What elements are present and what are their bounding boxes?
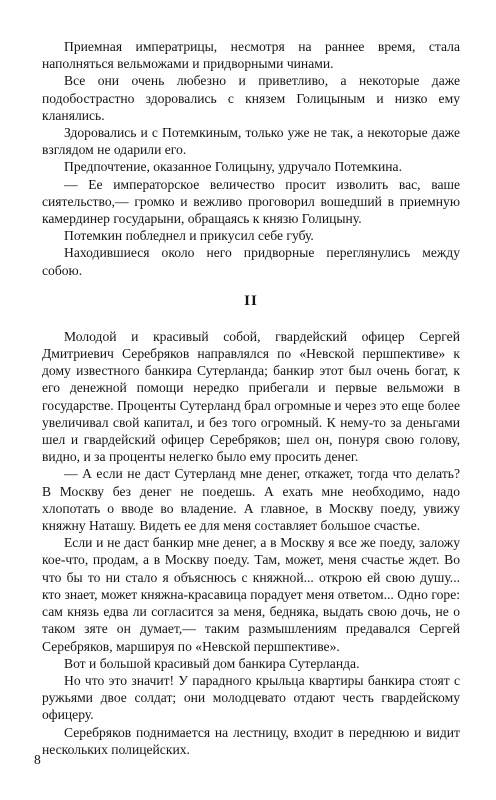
paragraph: — Ее императорское величество просит изволить вас, ваше сиятельство,— громко и вежливо проговорил вошедший в приемную камердинер государыни, обращаясь к князю Голицыну. [42,176,460,227]
page-number: 8 [34,752,41,767]
paragraph: Приемная императрицы, несмотря на раннее время, стала наполняться вельможами и придворными чинами. [42,39,460,72]
paragraph: Серебряков поднимается на лестницу, входит в переднюю и видит нескольких полицейских. [42,724,460,757]
paragraph: Вот и большой красивый дом банкира Сутерланда. [64,655,360,671]
paragraph: Предпочтение, оказанное Голицыну, удручало Потемкина. [64,159,402,175]
section-1 [42,38,460,279]
paragraph: Все они очень любезно и приветливо, а некоторые даже подобострастно здоровались с князем Голицыным и низко ему кланялись. [42,73,460,123]
paragraph: Молодой и красивый собой, гвардейский офицер Сергей Дмитриевич Серебряков направлялся по «Невской першпективе» к дому известного банкира Сутерланда; банкир этот был очень богат, к его денежной помощи нередко прибегали и первые вельможи в государстве. Проценты Сутерланд брал огромные и через это еще более увеличивал свой капитал, и без того огромный. К нему-то за деньгами шел и гвардейский офицер Серебряков; шел он, понуря свою голову, видно, и за проценты нелегко было ему просить денег. [42,328,460,465]
paragraph: Потемкин побледнел и прикусил себе губу. [64,228,314,244]
paragraph: Находившиеся около него придворные переглянулись между собою. [42,245,460,278]
paragraph: Если и не даст банкир мне денег, а в Москву я все же поеду, заложу кое-что, продам, а в Москву поеду. Там, может, меня счастье ждет. Во что бы то ни стало я объяснюсь с княжной... открою ей свою душу... кто знает, может княжна-красавица порадует меня ответом... Одно горе: сам князь едва ли согласится за меня, бедняка, выдать свою дочь, не о таком зяте он думает,— таким размышлениям предавался Сергей Серебряков, маршируя по «Невской першпективе». [42,535,460,654]
paragraph: Но что это значит! У парадного крыльца квартиры банкира стоят с ружьями двое солдат; они молодцевато отдают честь гвардейскому офицеру. [42,672,460,723]
paragraph: — А если не даст Сутерланд мне денег, откажет, тогда что делать? В Москву без денег не поедешь. А ехать мне необходимо, надо хлопотать о вводе во владение. А главное, в Москву поеду, увижу княжну Наташу. Видеть ее для меня составляет большое счастье. [42,466,460,534]
chapter-heading: II [244,292,258,309]
book-page [42,38,460,758]
paragraph: Здоровались и с Потемкиным, только уже не так, а некоторые даже взглядом не одарили его. [42,125,460,158]
section-2 [42,328,460,758]
